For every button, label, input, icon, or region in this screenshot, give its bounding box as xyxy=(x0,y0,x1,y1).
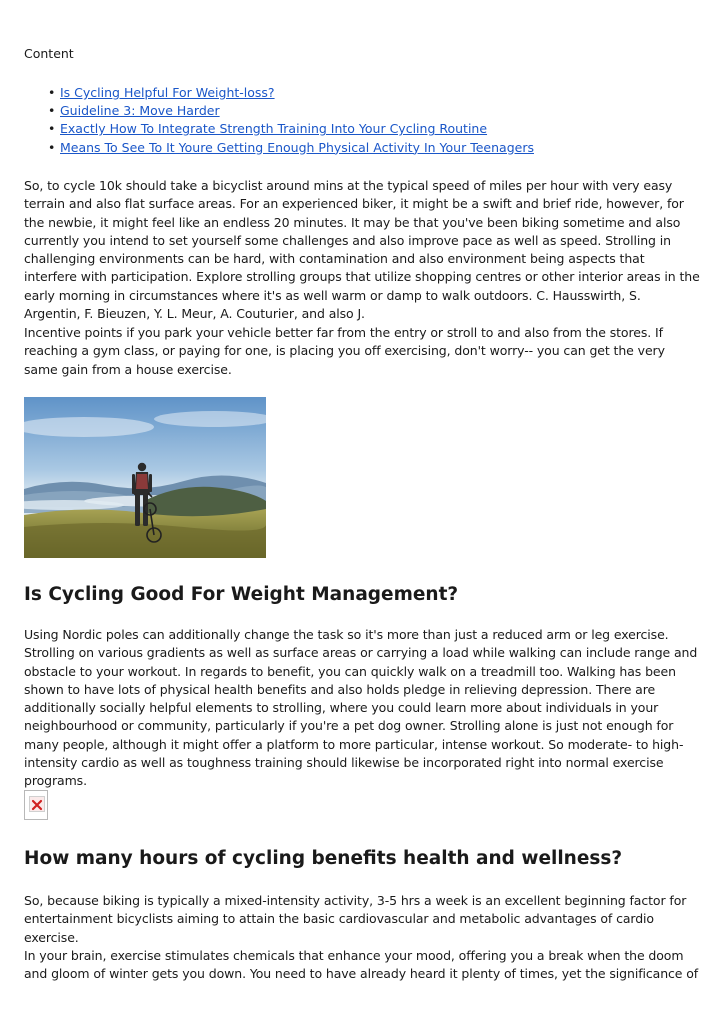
broken-image-icon xyxy=(24,790,48,820)
toc-link-strength-training[interactable]: Exactly How To Integrate Strength Training Into Your Cycling Routine xyxy=(60,121,488,137)
toc-heading: Content xyxy=(24,46,74,61)
toc-item xyxy=(60,102,534,120)
section2-paragraph-2: In your brain, exercise stimulates chemicals that enhance your mood, offering you a break when the doom and gloom of winter gets you down. You need to have already heard it plenty of times, yet the significance of xyxy=(24,948,699,982)
toc-item xyxy=(60,84,534,102)
cyclist-on-hilltop-photo xyxy=(24,397,266,558)
toc-item xyxy=(60,139,534,157)
intro-paragraph-2: Incentive points if you park your vehicle better far from the entry or stroll to and also from the stores. If reaching a gym class, or paying for one, is placing you off exercising, don't worry-- you can get the very same gain from a house exercise. xyxy=(24,325,665,377)
section2-paragraph-1: So, because biking is typically a mixed-intensity activity, 3-5 hrs a week is an excellent beginning factor for entertainment bicyclists aiming to attain the basic cardiovascular and metabolic advantages of cardio exercise. xyxy=(24,893,687,945)
table-of-contents xyxy=(60,84,534,157)
toc-link-teenagers[interactable]: Means To See To It Youre Getting Enough Physical Activity In Your Teenagers xyxy=(60,139,534,155)
broken-image-frame xyxy=(29,796,45,812)
section-heading-hours-of-cycling: How many hours of cycling benefits health and wellness? xyxy=(24,848,623,869)
intro-paragraph-1: So, to cycle 10k should take a bicyclist around mins at the typical speed of miles per hour with very easy terrain and also flat surface areas. For an experienced biker, it might be a swift and brief ride, however, for the newbie, it might feel like an endless 20 minutes. It may be that you've been biking sometime and also currently you intend to set yourself some challenges and also improve pace as well as speed. Strolling in challenging environments can be hard, with contamination and also environment being aspects that interfere with participation. Explore strolling groups that utilize shopping centres or other interior areas in the early morning in circumstances where it's as well warm or damp to walk outdoors. C. Hausswirth, S. Argentin, F. Bieuzen, Y. L. Meur, A. Couturier, and also J. xyxy=(24,178,700,322)
toc-link-weight-loss[interactable]: Is Cycling Helpful For Weight-loss? xyxy=(60,85,275,100)
close-icon xyxy=(30,798,44,812)
section1-paragraph: Using Nordic poles can additionally change the task so it's more than just a reduced arm or leg exercise. Strolling on various gradients as well as surface areas or carrying a load while walking can include range and obstacle to your workout. In regards to benefit, you can quickly walk on a treadmill too. Walking has been shown to have lots of physical health benefits and also holds pledge in relieving depression. There are additionally socially helpful elements to strolling, where you could learn more about individuals in your neighbourhood or community, particularly if you're a pet dog owner. Strolling alone is just not enough for many people, although it might offer a platform to more particular, intense workout. So moderate- to high-intensity cardio as well as toughness training should likewise be incorporated right into normal exercise programs. xyxy=(24,627,698,789)
section-heading-weight-management: Is Cycling Good For Weight Management? xyxy=(24,584,459,605)
toc-link-guideline-3[interactable]: Guideline 3: Move Harder xyxy=(60,103,220,119)
toc-item xyxy=(60,120,534,138)
